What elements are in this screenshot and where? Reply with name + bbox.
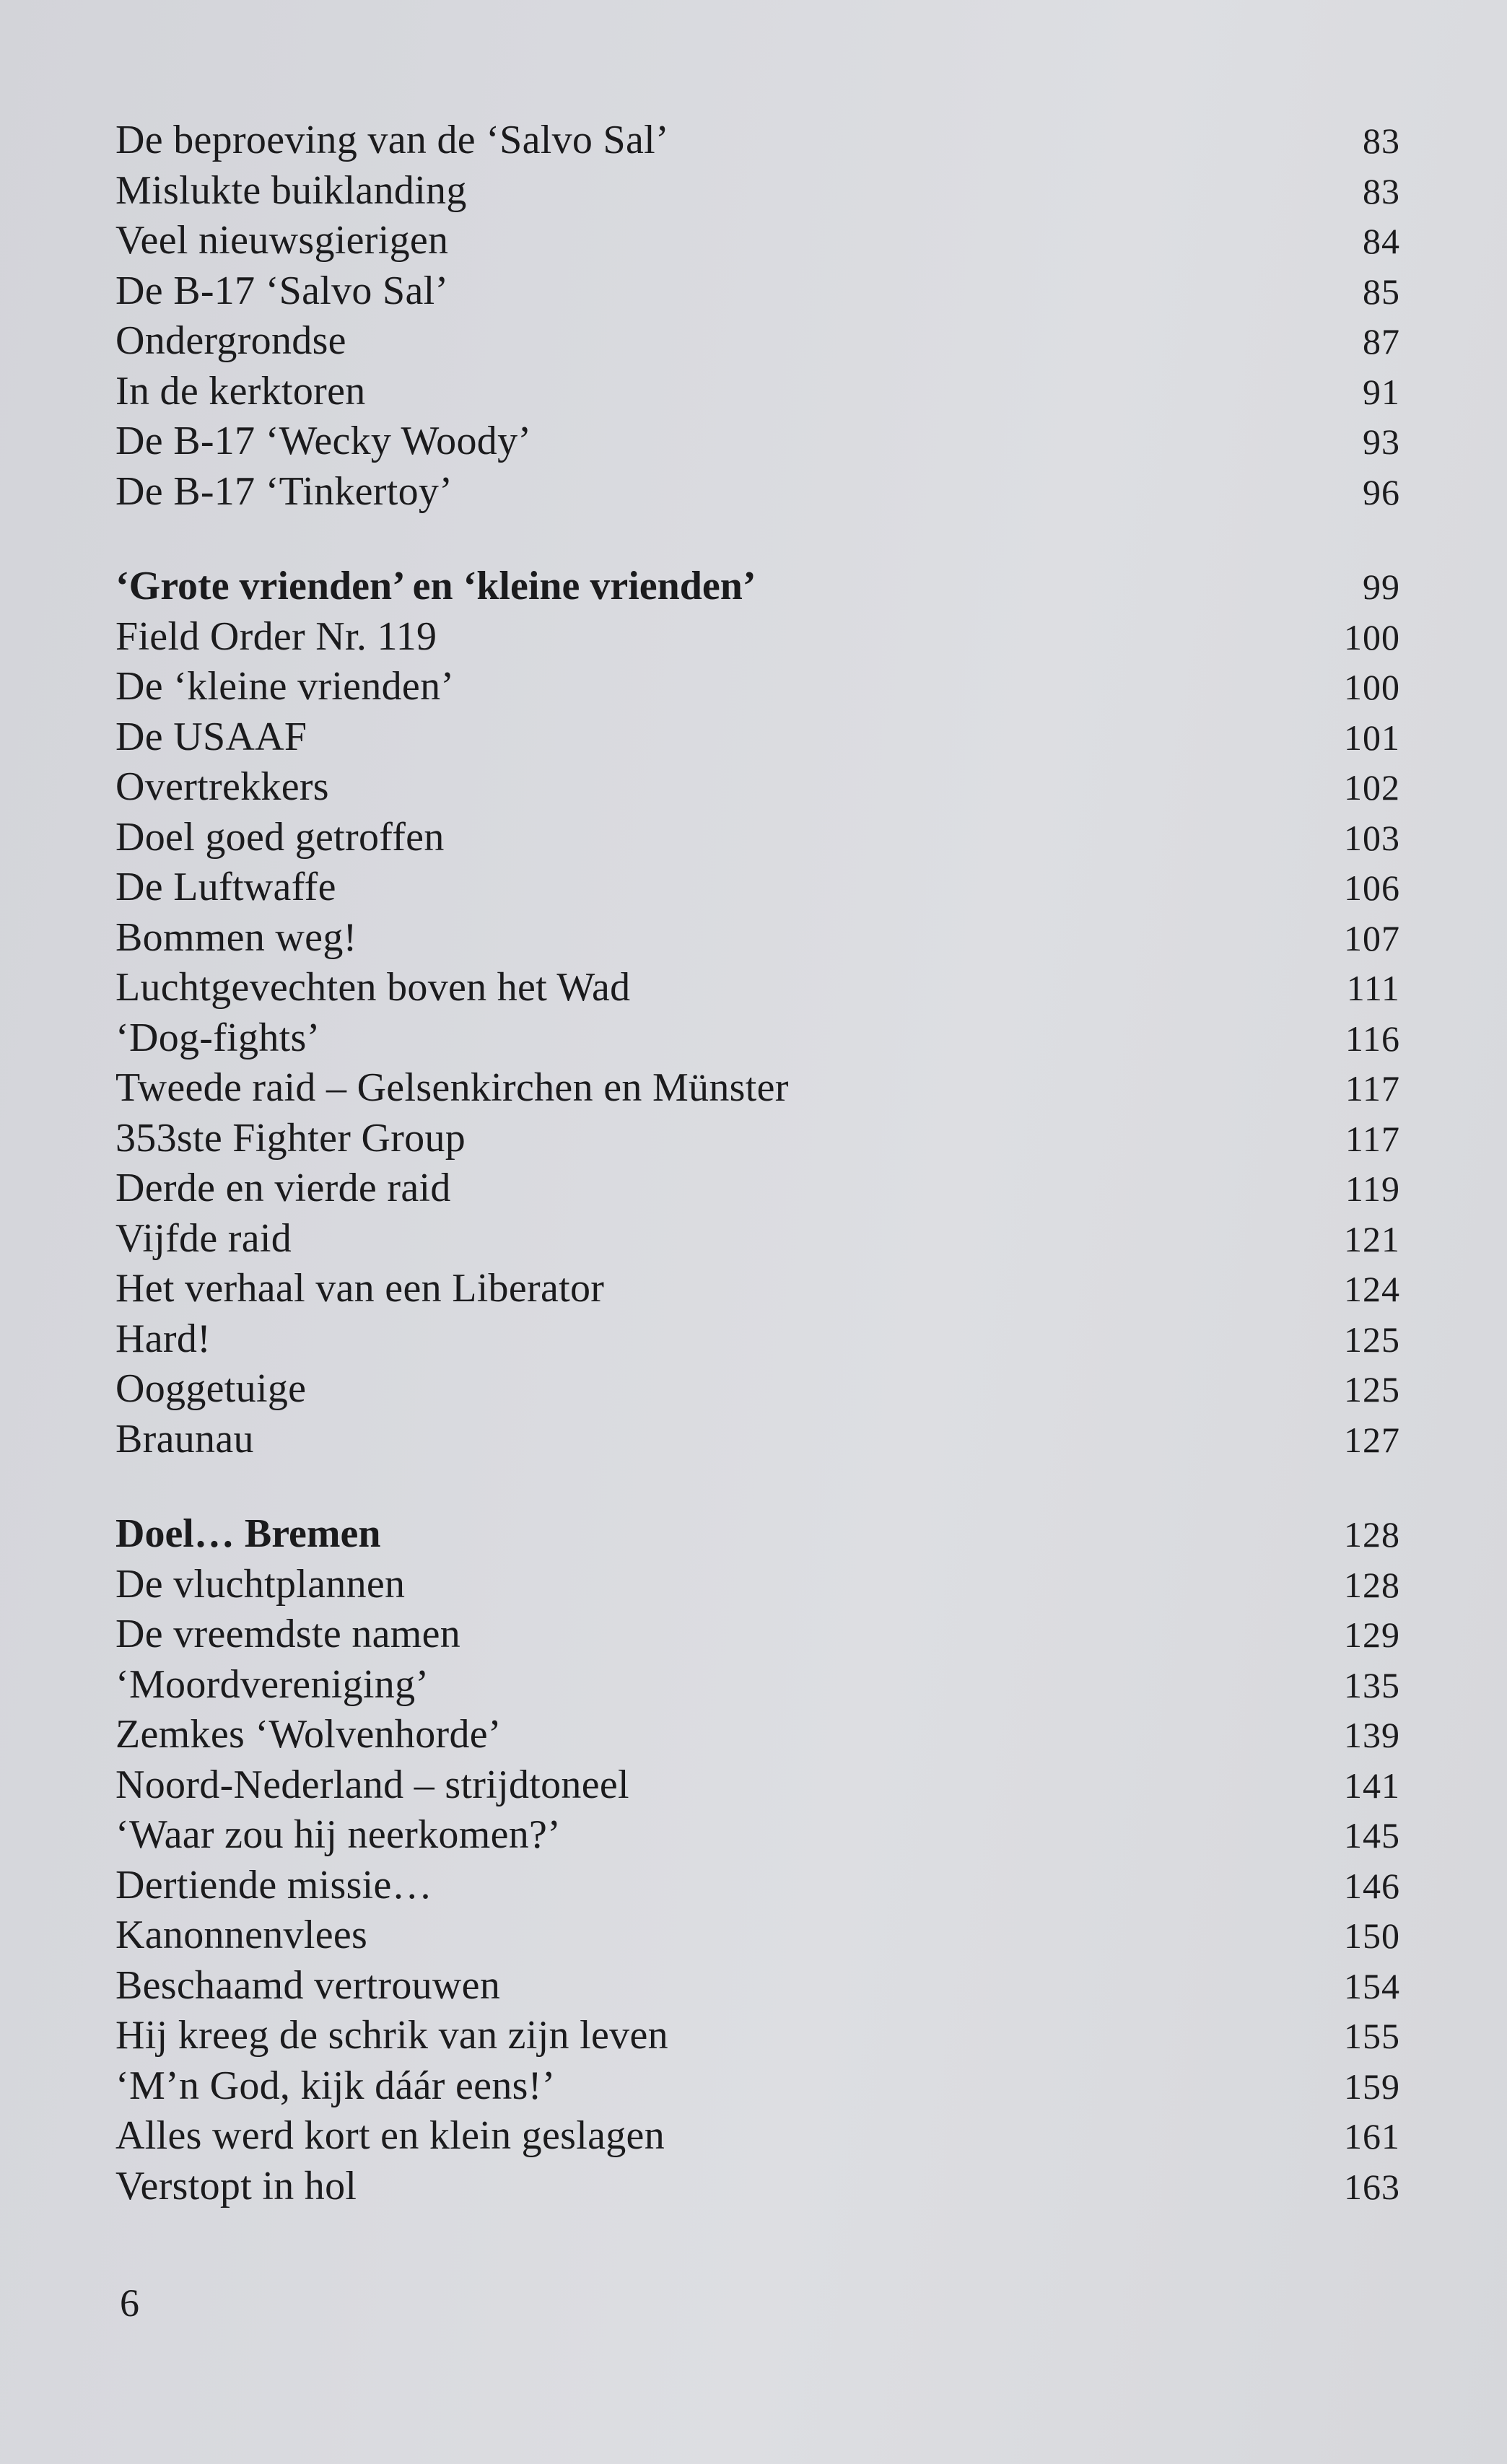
entry-title: Zemkes ‘Wolvenhorde’: [115, 1712, 502, 1757]
entry-page-number: 85: [1363, 271, 1400, 312]
toc-entry: [115, 1560, 1407, 1610]
entry-title: Tweede raid – Gelsenkirchen en Münster: [115, 1065, 789, 1110]
entry-title: Hard!: [115, 1316, 211, 1361]
entry-title: Verstopt in hol: [115, 2163, 357, 2209]
section-heading: [115, 1509, 1407, 1560]
entry-page-number: 84: [1363, 221, 1400, 261]
toc-entry: [115, 963, 1407, 1013]
entry-title: De USAAF: [115, 714, 307, 759]
entry-page-number: 87: [1363, 321, 1400, 362]
toc-entry: [115, 1013, 1407, 1064]
entry-page-number: 128: [1344, 1564, 1400, 1605]
toc-entry: [115, 1364, 1407, 1415]
toc-entry: [115, 1961, 1407, 2011]
entry-title: Bommen weg!: [115, 914, 357, 960]
toc-entry: [115, 1214, 1407, 1264]
toc-entry: [115, 1861, 1407, 1911]
entry-page-number: 83: [1363, 121, 1400, 161]
entry-page-number: 107: [1344, 917, 1400, 958]
entry-page-number: 125: [1344, 1369, 1400, 1410]
entry-title: De vluchtplannen: [115, 1561, 406, 1607]
toc-entry: [115, 2111, 1407, 2162]
entry-page-number: 121: [1344, 1218, 1400, 1259]
toc-entry: [115, 1415, 1407, 1465]
entry-title: 353ste Fighter Group: [115, 1115, 466, 1161]
entry-page-number: 96: [1363, 471, 1400, 512]
table-of-contents: [115, 115, 1407, 2256]
entry-title: Veel nieuwsgierigen: [115, 218, 449, 263]
toc-entry: [115, 813, 1407, 863]
toc-entry: [115, 1810, 1407, 1861]
toc-entry: [115, 762, 1407, 813]
entry-title: Het verhaal van een Liberator: [115, 1266, 605, 1311]
section-heading-page: 128: [1344, 1514, 1400, 1555]
section-heading-title: Doel… Bremen: [115, 1511, 381, 1556]
toc-section: [115, 1509, 1407, 2211]
entry-page-number: 129: [1344, 1615, 1400, 1655]
entry-title: Overtrekkers: [115, 764, 329, 809]
toc-entry: [115, 1760, 1407, 1811]
toc-entry: [115, 2162, 1407, 2212]
toc-entry: [115, 266, 1407, 317]
toc-entry: [115, 316, 1407, 367]
toc-entry: [115, 1910, 1407, 1961]
toc-section: [115, 562, 1407, 1464]
section-heading-title: ‘Grote vrienden’ en ‘kleine vrienden’: [115, 564, 756, 608]
entry-title: Derde en vierde raid: [115, 1166, 451, 1210]
entry-page-number: 102: [1344, 767, 1400, 808]
entry-page-number: 146: [1344, 1865, 1400, 1906]
entry-title: Dertiende missie…: [115, 1862, 432, 1908]
entry-page-number: 100: [1344, 667, 1400, 707]
entry-page-number: 150: [1344, 1915, 1400, 1956]
entry-title: Mislukte buiklanding: [115, 167, 467, 213]
entry-page-number: 154: [1344, 1965, 1400, 2006]
entry-title: Braunau: [115, 1416, 254, 1462]
toc-entry: [115, 1063, 1407, 1114]
entry-title: Hij kreeg de schrik van zijn leven: [115, 2013, 668, 2058]
entry-title: ‘Dog-fights’: [115, 1015, 320, 1060]
entry-title: Doel goed getroffen: [115, 814, 445, 860]
toc-entry: [115, 166, 1407, 217]
section-heading-page: 99: [1363, 567, 1400, 607]
entry-page-number: 127: [1344, 1419, 1400, 1460]
toc-entry: [115, 2011, 1407, 2061]
entry-page-number: 124: [1344, 1269, 1400, 1309]
entry-page-number: 125: [1344, 1319, 1400, 1360]
entry-title: Vijfde raid: [115, 1215, 292, 1261]
entry-title: De ‘kleine vrienden’: [115, 664, 455, 709]
entry-page-number: 103: [1344, 817, 1400, 858]
entry-page-number: 141: [1344, 1765, 1400, 1806]
entry-title: ‘M’n God, kijk dáár eens!’: [115, 2063, 556, 2108]
entry-title: In de kerktoren: [115, 368, 366, 414]
toc-entry: [115, 1314, 1407, 1365]
toc-entry: [115, 1710, 1407, 1760]
entry-page-number: 139: [1344, 1715, 1400, 1755]
entry-page-number: 101: [1344, 717, 1400, 758]
toc-entry: [115, 467, 1407, 517]
entry-page-number: 117: [1345, 1118, 1400, 1159]
entry-title: Noord-Nederland – strijdtoneel: [115, 1762, 629, 1807]
page-number: 6: [120, 2281, 139, 2325]
toc-entry: [115, 367, 1407, 417]
toc-entry: [115, 2061, 1407, 2112]
entry-title: Ondergrondse: [115, 318, 346, 363]
toc-entry: [115, 1114, 1407, 1164]
toc-entry: [115, 712, 1407, 763]
toc-entry: [115, 1163, 1407, 1214]
toc-entry: [115, 1609, 1407, 1660]
toc-entry: [115, 416, 1407, 467]
entry-page-number: 145: [1344, 1815, 1400, 1856]
entry-page-number: 163: [1344, 2166, 1400, 2207]
entry-page-number: 111: [1346, 968, 1400, 1008]
entry-page-number: 100: [1344, 616, 1400, 657]
entry-title: Beschaamd vertrouwen: [115, 1962, 501, 2008]
entry-title: De vreemdste namen: [115, 1612, 461, 1656]
entry-title: Alles werd kort en klein geslagen: [115, 2113, 665, 2158]
toc-entry: [115, 1264, 1407, 1314]
entry-title: ‘Waar zou hij neerkomen?’: [115, 1812, 562, 1857]
entry-title: Luchtgevechten boven het Wad: [115, 965, 631, 1010]
entry-page-number: 91: [1363, 371, 1400, 412]
toc-entry: [115, 913, 1407, 964]
entry-title: ‘Moordvereniging’: [115, 1661, 429, 1707]
toc-section: [115, 115, 1407, 517]
entry-page-number: 93: [1363, 421, 1400, 462]
toc-entry: [115, 612, 1407, 663]
entry-page-number: 155: [1344, 2016, 1400, 2056]
entry-page-number: 161: [1344, 2116, 1400, 2157]
entry-title: Ooggetuige: [115, 1366, 307, 1411]
entry-page-number: 119: [1345, 1168, 1400, 1209]
toc-entry: [115, 216, 1407, 266]
entry-page-number: 83: [1363, 170, 1400, 211]
entry-title: De B-17 ‘Wecky Woody’: [115, 419, 532, 463]
toc-entry: [115, 662, 1407, 712]
toc-entry: [115, 1660, 1407, 1711]
entry-title: De beproeving van de ‘Salvo Sal’: [115, 118, 669, 162]
section-heading: [115, 562, 1407, 612]
entry-page-number: 116: [1345, 1018, 1400, 1059]
entry-title: De B-17 ‘Salvo Sal’: [115, 268, 449, 313]
entry-page-number: 159: [1344, 2066, 1400, 2107]
entry-page-number: 106: [1344, 868, 1400, 908]
entry-title: Kanonnenvlees: [115, 1913, 368, 1957]
entry-page-number: 117: [1345, 1068, 1400, 1109]
toc-entry: [115, 862, 1407, 913]
toc-entry: [115, 115, 1407, 166]
entry-title: Field Order Nr. 119: [115, 613, 437, 659]
entry-title: De Luftwaffe: [115, 865, 336, 909]
entry-title: De B-17 ‘Tinkertoy’: [115, 468, 453, 514]
entry-page-number: 135: [1344, 1664, 1400, 1705]
